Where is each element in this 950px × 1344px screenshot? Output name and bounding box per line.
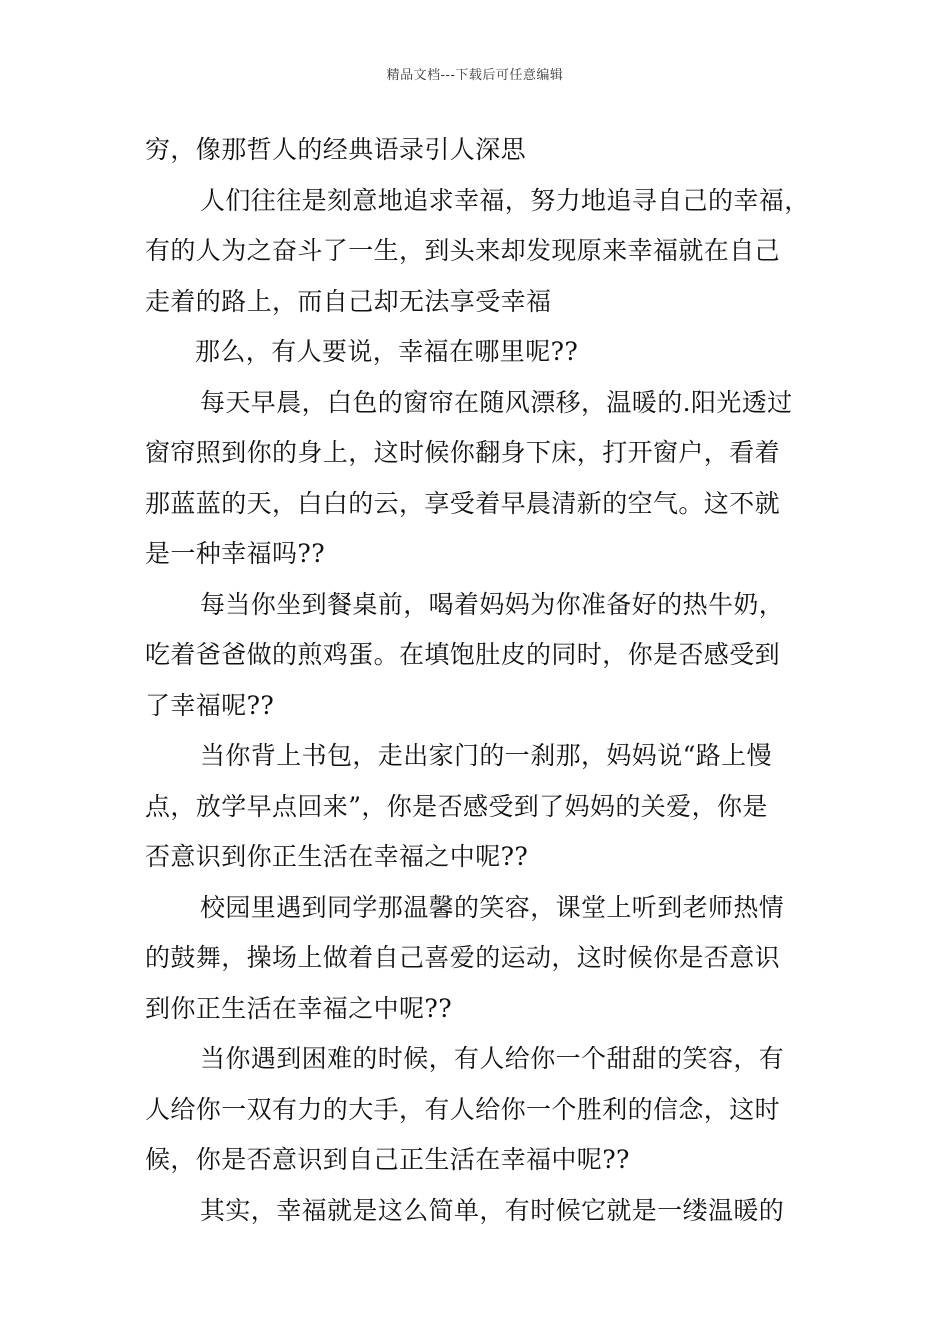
paragraph-start-line: 其实，幸福就是这么简单，有时候它就是一缕温暖的 — [200, 1195, 785, 1225]
paragraph-start-line: 人们往往是刻意地追求幸福，努力地追寻自己的幸福， — [200, 185, 810, 215]
paragraph-start-line: 每天早晨，白色的窗帘在随风漂移，温暖的.阳光透过 — [200, 387, 793, 417]
paragraph-start-line: 校园里遇到同学那温馨的笑容，课堂上听到老师热情 — [200, 892, 785, 922]
text-line: 吃着爸爸做的煎鸡蛋。在填饱肚皮的同时，你是否感受到 — [145, 640, 781, 669]
text-line: 点，放学早点回来”，你是否感受到了妈妈的关爱，你是 — [145, 791, 768, 821]
text-line: 有的人为之奋斗了一生，到头来却发现原来幸福就在自己 — [145, 236, 781, 265]
page-header: 精品文档---下载后可任意编辑 — [386, 68, 564, 83]
text-line: 了幸福呢?? — [145, 690, 275, 720]
text-line: 人给你一双有力的大手，有人给你一个胜利的信念，这时 — [145, 1094, 781, 1124]
text-line: 候，你是否意识到自己正生活在幸福中呢?? — [145, 1145, 630, 1174]
text-line: 穷，像那哲人的经典语录引人深思 — [145, 135, 527, 164]
body-text — [145, 125, 825, 1236]
paragraph-start-line: 当你遇到困难的时候，有人给你一个甜甜的笑容，有 — [200, 1044, 785, 1073]
paragraph-start-line: 那么，有人要说，幸福在哪里呢?? — [195, 337, 579, 366]
text-line: 到你正生活在幸福之中呢?? — [145, 993, 453, 1023]
paragraph-start-line: 每当你坐到餐桌前，喝着妈妈为你准备好的热牛奶， — [200, 589, 785, 619]
text-line: 窗帘照到你的身上，这时候你翻身下床，打开窗户，看着 — [145, 438, 781, 467]
text-line: 走着的路上，而自己却无法享受幸福 — [145, 286, 552, 316]
paragraph-start-line: 当你背上书包，走出家门的一刹那，妈妈说“路上慢 — [200, 741, 772, 770]
text-line: 是一种幸福吗?? — [145, 539, 326, 568]
text-line: 的鼓舞，操场上做着自己喜爱的运动，这时候你是否意识 — [145, 943, 781, 972]
text-line: 否意识到你正生活在幸福之中呢?? — [145, 842, 529, 871]
text-line: 那蓝蓝的天，白白的云，享受着早晨清新的空气。这不就 — [145, 488, 781, 518]
